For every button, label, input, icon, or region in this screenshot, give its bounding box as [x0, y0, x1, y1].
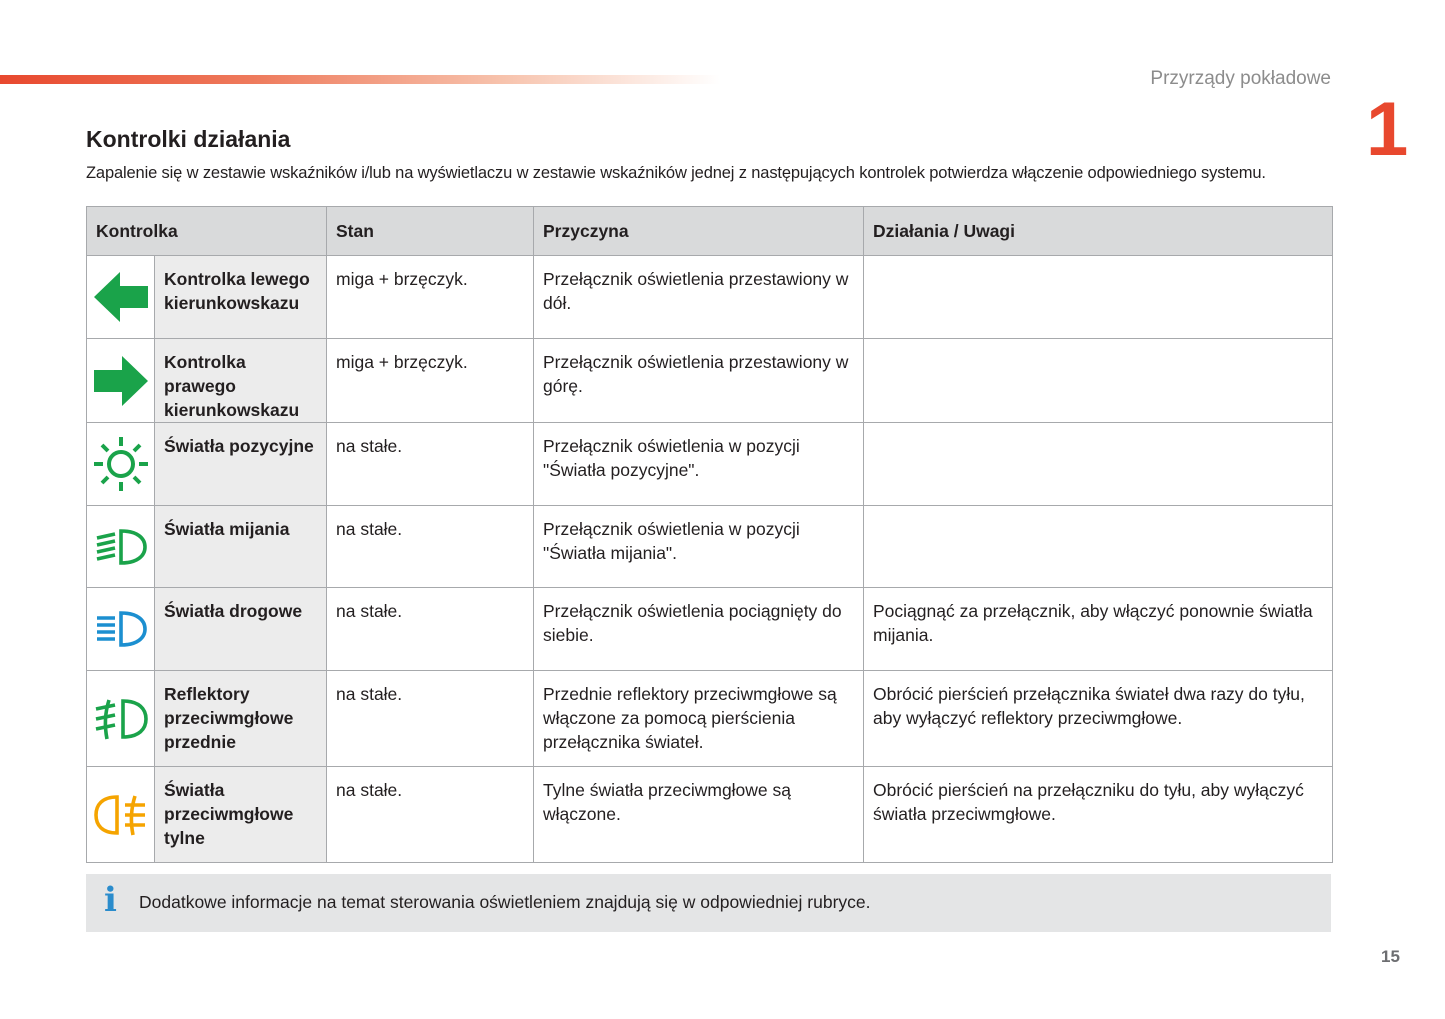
page-title: Kontrolki działania: [86, 126, 291, 152]
info-text: Dodatkowe informacje na temat sterowania oświetleniem znajdują się w odpowiedniej rubryce.: [139, 892, 871, 912]
indicator-name: Kontrolka lewego kierunkowskazu: [155, 256, 327, 339]
table-row: [87, 506, 1333, 588]
warning-lights-table: [86, 206, 1333, 863]
indicator-name: Światła przeciwmgłowe tylne: [155, 767, 327, 863]
icon-cell: [87, 506, 155, 588]
indicator-action: Obrócić pierścień na przełączniku do tyłu, aby wyłączyć światła przeciwmgłowe.: [864, 767, 1333, 863]
table-header-row: [87, 207, 1333, 256]
table-row: [87, 256, 1333, 339]
indicator-state: miga + brzęczyk.: [327, 339, 534, 423]
indicator-name: Światła drogowe: [155, 588, 327, 671]
front-fog-icon: [93, 697, 149, 741]
indicator-cause: Tylne światła przeciwmgłowe są włączone.: [534, 767, 864, 863]
icon-cell: [87, 256, 155, 339]
indicator-action: [864, 256, 1333, 339]
right-turn-arrow-icon: [92, 353, 150, 409]
indicator-cause: Przełącznik oświetlenia przestawiony w górę.: [534, 339, 864, 423]
indicator-cause: Przełącznik oświetlenia przestawiony w dół.: [534, 256, 864, 339]
indicator-cause: Przednie reflektory przeciwmgłowe są włączone za pomocą pierścienia przełącznika świateł.: [534, 671, 864, 767]
header-dzialania: Działania / Uwagi: [864, 207, 1333, 256]
header-kontrolka: Kontrolka: [87, 207, 327, 256]
indicator-action: [864, 506, 1333, 588]
left-turn-arrow-icon: [92, 269, 150, 325]
indicator-state: na stałe.: [327, 588, 534, 671]
header-stan: Stan: [327, 207, 534, 256]
indicator-cause: Przełącznik oświetlenia w pozycji "Światła pozycyjne".: [534, 423, 864, 506]
info-icon: i: [104, 880, 117, 920]
table-row: [87, 588, 1333, 671]
indicator-state: na stałe.: [327, 423, 534, 506]
position-lights-icon: [92, 435, 150, 493]
indicator-state: na stałe.: [327, 671, 534, 767]
indicator-name: Kontrolka prawego kierunkowskazu: [155, 339, 327, 423]
indicator-cause: Przełącznik oświetlenia pociągnięty do siebie.: [534, 588, 864, 671]
table-row: [87, 423, 1333, 506]
table-row: [87, 671, 1333, 767]
icon-cell: [87, 671, 155, 767]
indicator-name: Reflektory przeciwmgłowe przednie: [155, 671, 327, 767]
intro-text: Zapalenie się w zestawie wskaźników i/lub na wyświetlaczu w zestawie wskaźników jednej z następujących kontrolek potwierdza włączenie odpowiedniego systemu.: [86, 164, 1266, 182]
indicator-name: Światła mijania: [155, 506, 327, 588]
icon-cell: [87, 588, 155, 671]
section-header: Przyrządy pokładowe: [1150, 68, 1331, 89]
indicator-action: [864, 423, 1333, 506]
icon-cell: [87, 767, 155, 863]
table-row: [87, 767, 1333, 863]
chapter-number: 1: [1366, 87, 1409, 172]
indicator-name: Światła pozycyjne: [155, 423, 327, 506]
top-accent-bar: [0, 75, 720, 84]
page-number: 15: [1381, 947, 1400, 966]
header-przyczyna: Przyczyna: [534, 207, 864, 256]
indicator-action: [864, 339, 1333, 423]
rear-fog-icon: [93, 793, 149, 837]
main-beam-icon: [93, 609, 149, 649]
info-box: [86, 874, 1331, 932]
icon-cell: [87, 423, 155, 506]
icon-cell: [87, 339, 155, 423]
indicator-action: Obrócić pierścień przełącznika świateł dwa razy do tyłu, aby wyłączyć reflektory przeciwmgłowe.: [864, 671, 1333, 767]
indicator-state: na stałe.: [327, 767, 534, 863]
indicator-state: miga + brzęczyk.: [327, 256, 534, 339]
indicator-state: na stałe.: [327, 506, 534, 588]
indicator-action: Pociągnąć za przełącznik, aby włączyć ponownie światła mijania.: [864, 588, 1333, 671]
indicator-cause: Przełącznik oświetlenia w pozycji "Światła mijania".: [534, 506, 864, 588]
dipped-beam-icon: [93, 527, 149, 567]
table-row: [87, 339, 1333, 423]
